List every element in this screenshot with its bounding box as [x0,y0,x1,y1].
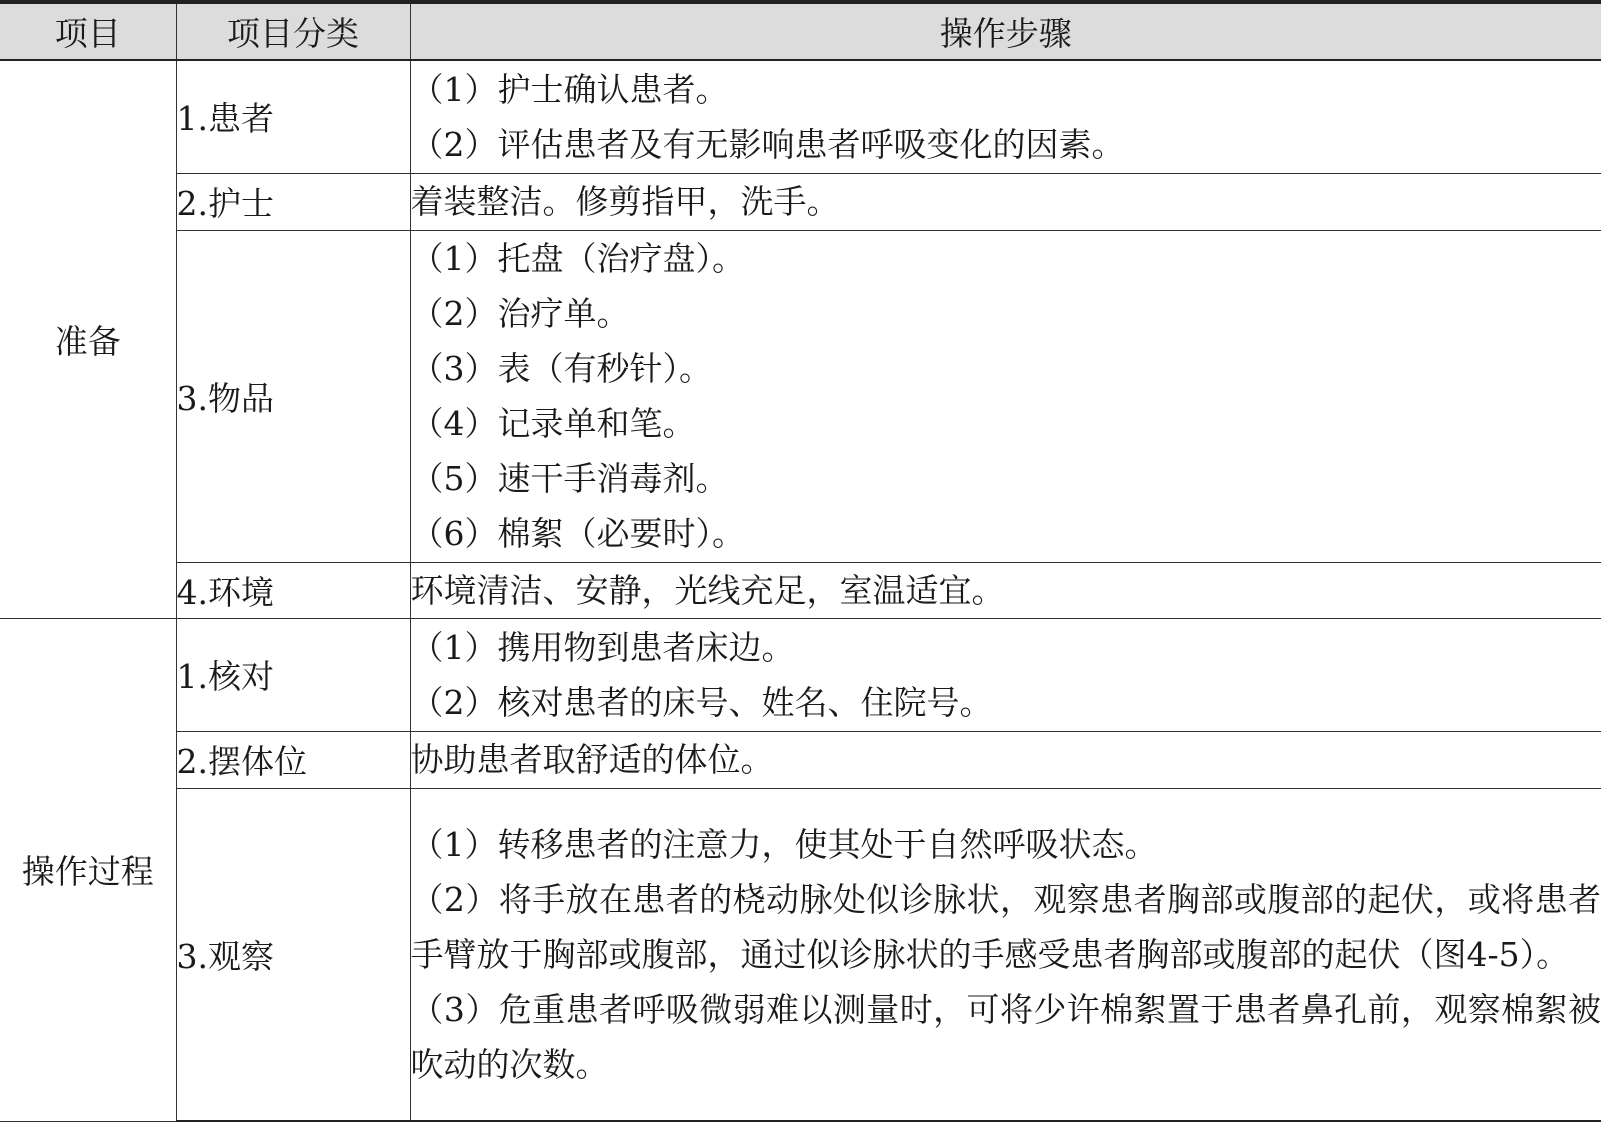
table-row [0,60,1601,173]
header-category: 项目分类 [176,2,410,60]
steps-verify [410,618,1601,731]
header-item: 项目 [0,2,176,60]
step-item: （3）表（有秒针）。 [410,349,712,388]
step-item: 协助患者取舒适的体位。 [410,740,774,779]
category-nurse: 2.护士 [176,173,410,230]
step-item: （1）托盘（治疗盘）。 [410,239,745,278]
category-environment: 4.环境 [176,562,410,618]
step-item: 环境清洁、安静，光线充足，室温适宜。 [410,570,1005,610]
step-item: （2）将手放在患者的桡动脉处似诊脉状，观察患者胸部或腹部的起伏，或将患者手臂放于胸部或腹部，通过似诊脉状的手感受患者胸部或腹部的起伏（图4-5）。 [410,879,1601,974]
step-item: （1）转移患者的注意力，使其处于自然呼吸状态。 [410,824,1158,864]
table-row [0,618,1601,731]
category-position: 2.摆体位 [176,731,410,788]
step-item: （2）评估患者及有无影响患者呼吸变化的因素。 [410,124,1125,164]
category-observe: 3.观察 [176,788,410,1121]
step-item: （5）速干手消毒剂。 [410,459,729,498]
category-verify: 1.核对 [176,618,410,731]
category-supplies: 3.物品 [176,230,410,562]
table-row [0,173,1601,230]
section-prep: 准备 [0,60,176,618]
table-row [0,562,1601,618]
step-item: 着装整洁。修剪指甲，洗手。 [410,182,840,221]
step-item: （3）危重患者呼吸微弱难以测量时，可将少许棉絮置于患者鼻孔前，观察棉絮被吹动的次数。 [410,989,1601,1084]
steps-observe [410,788,1601,1121]
steps-nurse [410,173,1601,230]
step-item: （1）护士确认患者。 [410,69,729,109]
step-item: （1）携用物到患者床边。 [410,627,795,667]
step-item: （2）治疗单。 [410,294,630,333]
table-row [0,788,1601,1121]
table-row [0,230,1601,562]
step-item: （2）核对患者的床号、姓名、住院号。 [410,682,993,722]
header-steps: 操作步骤 [410,2,1601,60]
steps-environment [410,562,1601,618]
steps-position [410,731,1601,788]
step-item: （6）棉絮（必要时）。 [410,514,745,553]
steps-patient [410,60,1601,173]
steps-supplies [410,230,1601,562]
header-row [0,2,1601,60]
step-item: （4）记录单和笔。 [410,404,696,443]
section-process: 操作过程 [0,618,176,1121]
table-row [0,731,1601,788]
category-patient: 1.患者 [176,60,410,173]
